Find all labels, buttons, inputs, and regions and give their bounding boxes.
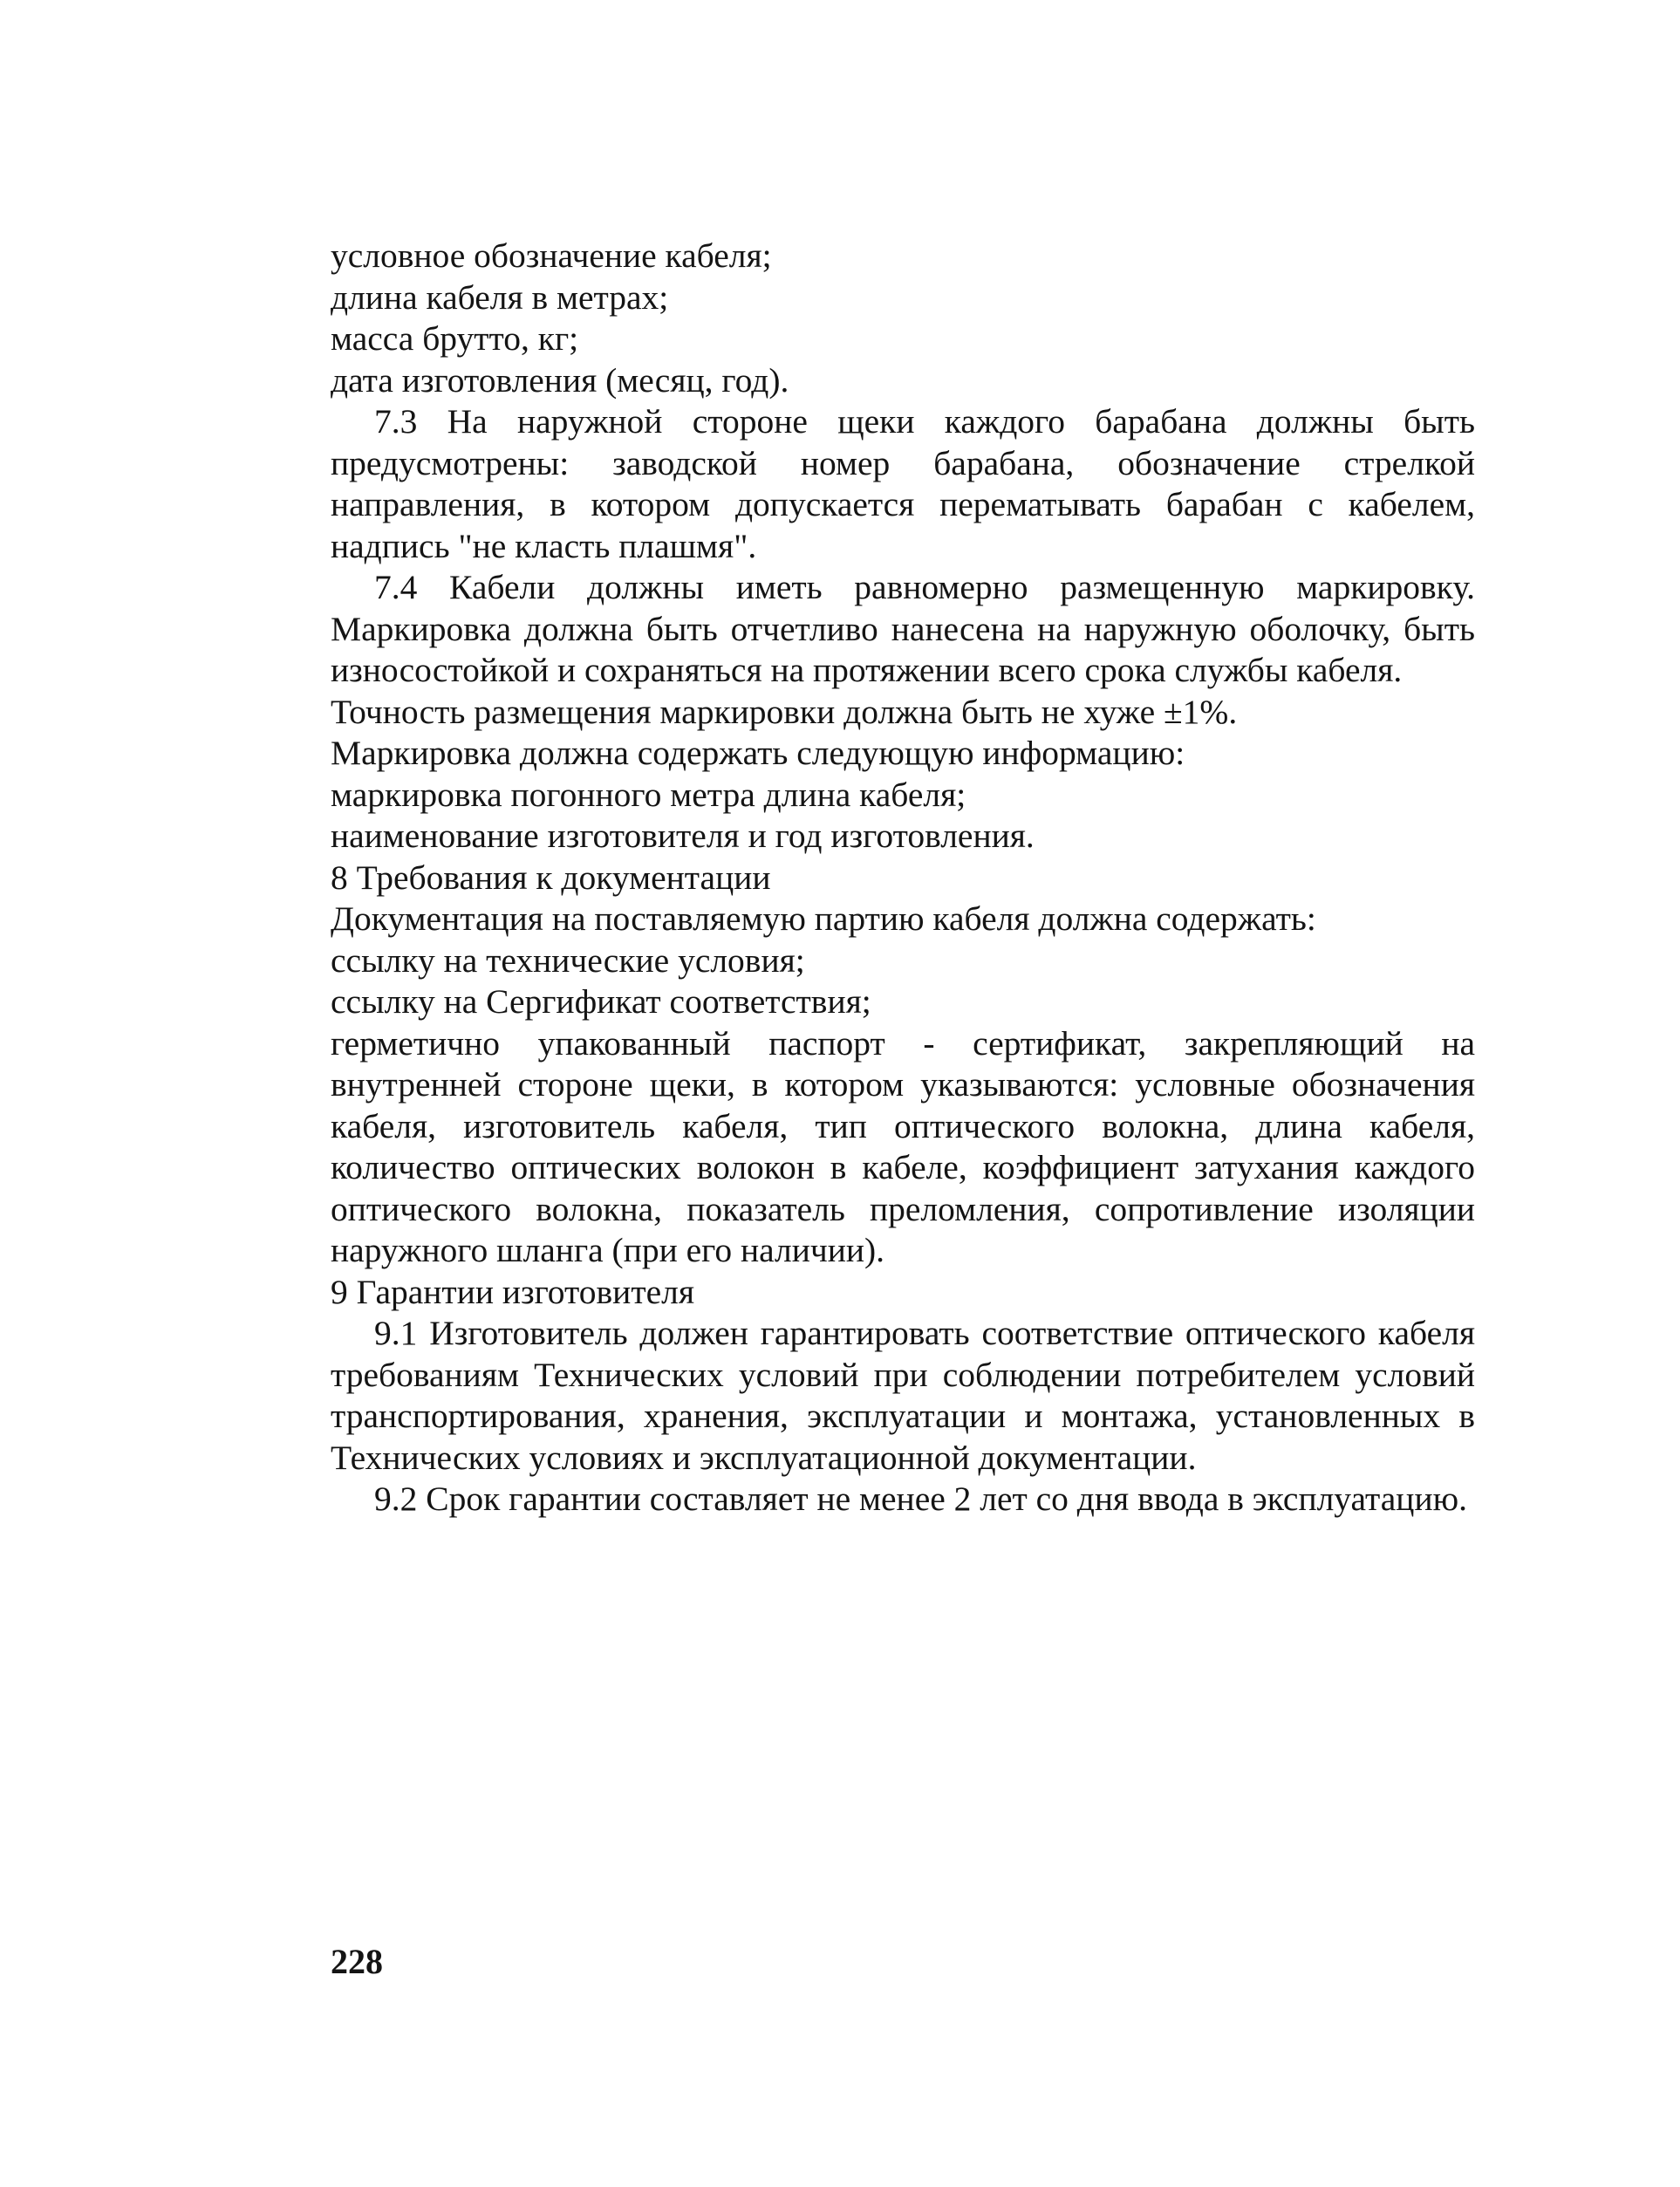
section-heading-9: 9 Гарантии изготовителя [331,1272,694,1311]
list-item-cable-designation: условное обозначение кабеля; [331,236,772,275]
paragraph-passport: герметично упакованный паспорт - сертификат, закрепляющий на внутренней стороне щеки, в котором указываются: условные обозначения кабеля, изготовитель кабеля, тип оптического волокна, длина кабеля, количество оптических волокон в кабеле, коэффициент затухания каждого оптического волокна, показатель преломления, сопротивление изоляции наружного шланга (при его наличии). [331,1023,1475,1269]
paragraph-marking-content: Маркировка должна содержать следующую информацию: [331,734,1185,772]
paragraph-7-3: 7.3 На наружной стороне щеки каждого барабана должны быть предусмотрены: заводской номер барабана, обозначение стрелкой направления, в котором допускается перематывать барабан с кабелем, надпись "не класть плашмя". [331,402,1475,565]
list-item-certificate: ссылку на Сергификат соответствия; [331,982,871,1021]
list-item-manufacture-date: дата изготовления (месяц, год). [331,360,789,400]
paragraph-9-2: 9.2 Срок гарантии составляет не менее 2 лет со дня ввода в эксплуатацию. [374,1480,1467,1518]
list-item-manufacturer-year: наименование изготовителя и год изготовления. [331,817,1035,855]
list-item-tech-conditions: ссылку на технические условия; [331,940,805,980]
paragraph-9-1: 9.1 Изготовитель должен гарантировать соответствие оптического кабеля требованиям Технических условий при соблюдении потребителем условий транспортирования, хранения, эксплуатации и монтажа, установленных в Технических условиях и эксплуатационной документации. [331,1314,1475,1477]
paragraph-documentation: Документация на поставляемую партию кабеля должна содержать: [331,899,1316,938]
document-body [331,236,1475,1521]
page-number: 228 [331,1942,383,1981]
list-item-meter-marking: маркировка погонного метра длина кабеля; [331,775,966,814]
list-item-gross-mass: масса брутто, кг; [331,319,579,358]
section-heading-8: 8 Требования к документации [331,858,771,897]
paragraph-marking-accuracy: Точность размещения маркировки должна быть не хуже ±1%. [331,692,1238,731]
paragraph-7-4: 7.4 Кабели должны иметь равномерно размещенную маркировку. Маркировка должна быть отчетливо нанесена на наружную оболочку, быть износостойкой и сохраняться на протяжении всего срока службы кабеля. [331,568,1475,689]
list-item-cable-length: длина кабеля в метрах; [331,277,669,317]
